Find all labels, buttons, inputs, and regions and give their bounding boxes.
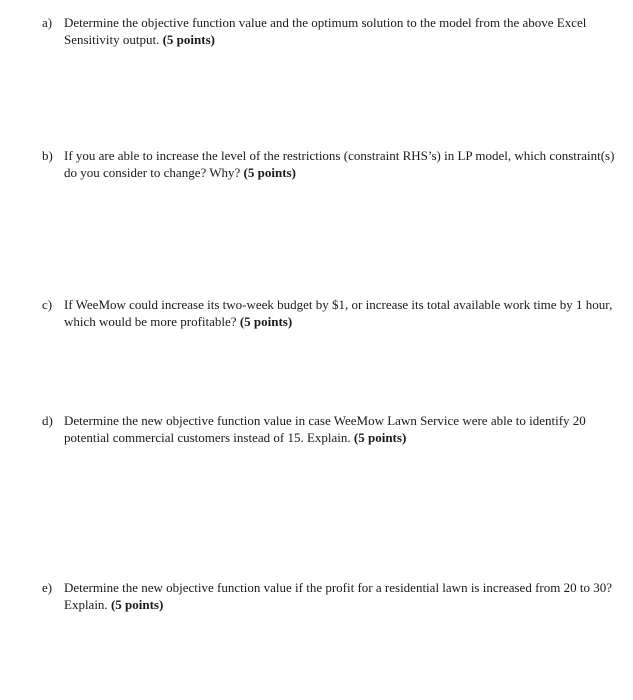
question-text — [64, 296, 616, 330]
question-points: (5 points) — [110, 597, 164, 612]
question-body: If WeeMow could increase its two-week budget by $1, or increase its total available work time by 1 hour, which would be more profitable? — [64, 297, 613, 329]
question-letter: a) — [42, 15, 53, 30]
question-letter: e) — [42, 580, 53, 595]
question-text — [64, 14, 616, 48]
question-points: (5 points) — [239, 314, 293, 329]
question-body: If you are able to increase the level of the restrictions (constraint RHS’s) in LP model, which constraint(s) do you consider to change? Why? — [64, 148, 615, 180]
question-points: (5 points) — [162, 32, 215, 47]
question-body: Determine the new objective function value if the profit for a residential lawn is increased from 20 to 30? Explain. — [64, 580, 612, 612]
question-letter: d) — [42, 413, 53, 428]
question-body: Determine the new objective function value in case WeeMow Lawn Service were able to identify 20 potential commercial customers instead of 15. Explain. — [64, 413, 586, 445]
question-text — [64, 147, 616, 181]
question-text — [64, 412, 616, 446]
question-points: (5 points) — [243, 165, 296, 180]
question-body: Determine the objective function value and the optimum solution to the model from the above Excel Sensitivity output. — [64, 15, 587, 47]
question-text — [64, 579, 616, 613]
question-letter: c) — [42, 297, 53, 312]
question-letter: b) — [42, 148, 53, 163]
question-points: (5 points) — [353, 430, 407, 445]
